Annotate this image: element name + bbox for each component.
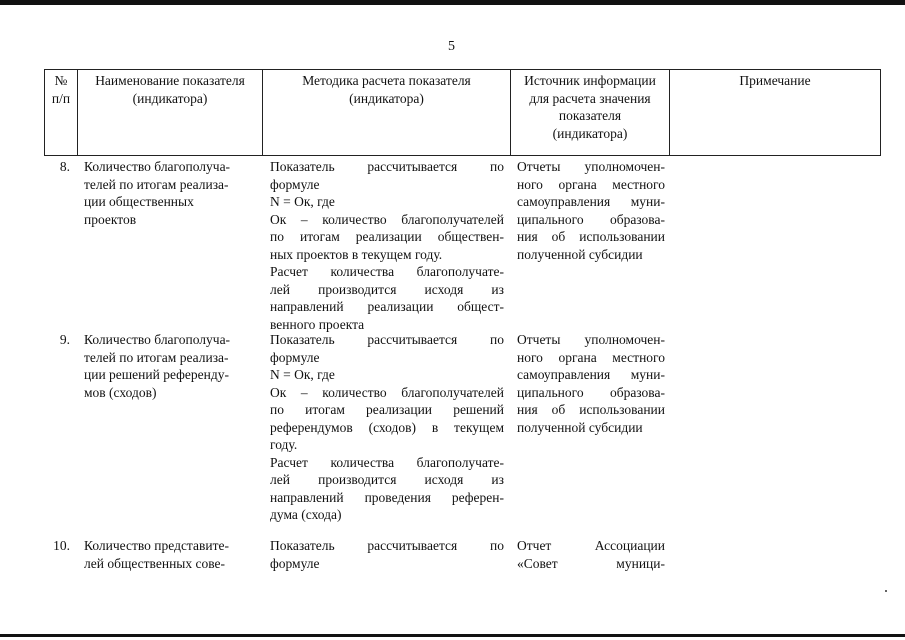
row-source: Отчеты уполномочен- ного органа местного самоуправления муни- ципального образова- ния об использовании полученной субсидии [517, 159, 665, 262]
table-header-bottom-line [44, 155, 881, 156]
table-top-line [44, 69, 881, 70]
header-source: Источник информации для расчета значения показателя (индикатора) [524, 73, 656, 141]
row-number: 10. [53, 538, 70, 553]
row-number: 8. [59, 159, 70, 174]
row-source: Отчеты уполномочен- ного органа местного самоуправления муни- ципального образова- ния об использовании полученной субсидии [517, 332, 665, 435]
row-source: Отчет Ассоциации «Совет муници- [517, 538, 665, 571]
row-method: Показатель рассчитывается по формуле N = Oк, где Oк – количество благополучателей по итогам реализации обществен- ных проектов в текущем году. Расчет количества благополучате- лей производится исходя из направлений реализации общест- венного проекта [270, 159, 504, 332]
bottom-border [0, 634, 905, 637]
row-indicator-name: Количество благополуча- телей по итогам реализа- ции решений референду- мов (сходов) [84, 332, 231, 400]
top-border [0, 0, 905, 5]
col-divider [880, 69, 881, 155]
scan-speck [885, 590, 887, 592]
row-indicator-name: Количество благополуча- телей по итогам реализа- ции общественных проектов [84, 159, 231, 227]
row-method: Показатель рассчитывается по формуле N = Oк, где Oк – количество благополучателей по итогам реализации решений референдумов (сходов) в текущем году. Расчет количества благополучате- лей производится исходя из направлений проведения референ- дума (схода) [270, 332, 504, 522]
row-indicator-name: Количество представите- лей общественных сове- [84, 538, 229, 571]
page-number: 5 [448, 39, 455, 54]
row-method: Показатель рассчитывается по формуле [270, 538, 504, 571]
header-note: Примечание [739, 73, 811, 88]
header-method: Методика расчета показателя (индикатора) [302, 73, 471, 106]
header-number: № п/п [51, 73, 71, 106]
row-number: 9. [59, 332, 70, 347]
header-indicator-name: Наименование показателя (индикатора) [95, 73, 245, 106]
